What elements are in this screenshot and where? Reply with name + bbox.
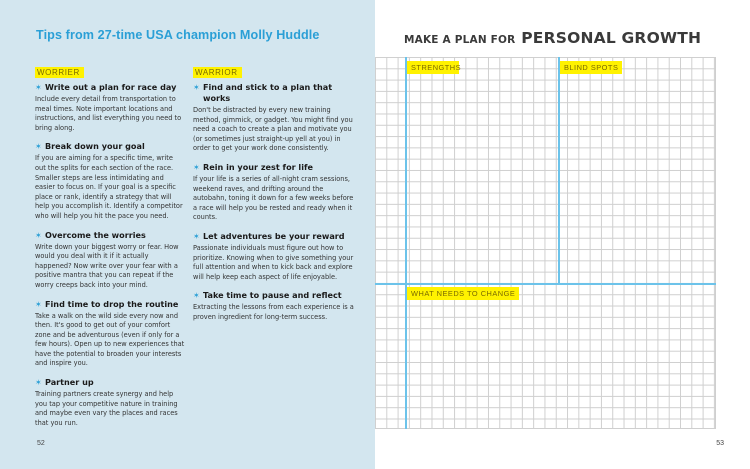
tip-item: [193, 82, 357, 154]
tip-item: [35, 377, 185, 428]
tip-item: [193, 290, 357, 322]
tip-title: Let adventures be your reward: [203, 230, 345, 241]
strengths-label: STRENGTHS: [407, 61, 459, 74]
worrier-column: [35, 60, 185, 436]
star-icon: ✶: [193, 83, 200, 92]
page-number-right: 53: [716, 440, 724, 447]
title-main: PERSONAL GROWTH: [521, 29, 702, 47]
tip-title: Partner up: [45, 377, 94, 388]
tip-body: Take a walk on the wild side every now and then. It's good to get out of your comfort zone and be adventurous (even if only for a few hours). Open up to new experiences that have the potential to broaden your interests and inspire you.: [35, 311, 185, 368]
tip-body: Training partners create synergy and help you tap your competitive nature in training and maybe even vary the places and races that you run.: [35, 390, 178, 427]
tip-title: Overcome the worries: [45, 229, 146, 240]
graph-paper-grid[interactable]: [375, 57, 716, 429]
tip-item: [193, 231, 357, 282]
tip-title: Break down your goal: [45, 141, 145, 152]
warrior-heading: WARRIOR: [193, 67, 242, 78]
star-icon: ✶: [35, 230, 42, 240]
tips-title: Tips from 27-time USA champion Molly Huddle: [36, 28, 320, 42]
blind-spots-label: BLIND SPOTS: [560, 61, 622, 74]
worrier-heading: WORRIER: [35, 67, 84, 78]
tip-item: [35, 299, 185, 370]
tip-body: If you are aiming for a specific time, write out the splits for each section of the race. Smaller steps are less intimidating and easier to focus on. If your goal is a specific place or rank, identify a strategy that will help you accomplish it. Identify a competitor who will help you hit the pace you need.: [35, 154, 183, 220]
star-icon: ✶: [35, 299, 42, 309]
tip-body: Write down your biggest worry or fear. How would you deal with it if it actually happened? Now write over your fear with a positive mantra that you can repeat if the worry creeps back into your mind.: [35, 242, 179, 289]
star-icon: ✶: [193, 162, 200, 172]
warrior-column: [193, 60, 357, 331]
star-icon: ✶: [193, 291, 200, 301]
tip-item: [35, 82, 185, 133]
tip-item: [193, 162, 357, 223]
what-needs-to-change-label: WHAT NEEDS TO CHANGE: [407, 287, 519, 300]
tip-item: [35, 141, 185, 221]
star-icon: ✶: [35, 83, 42, 92]
star-icon: ✶: [35, 142, 42, 152]
title-prefix: MAKE A PLAN FOR: [404, 34, 516, 46]
page-number-left: 52: [37, 440, 45, 447]
star-icon: ✶: [193, 231, 200, 241]
tip-body: Passionate individuals must figure out how to prioritize. Knowing when to give something your full attention and when to kick back and explore will help keep each aspect of life enjoyable.: [193, 243, 354, 281]
tip-title: Rein in your zest for life: [203, 161, 313, 172]
right-page: [375, 0, 750, 469]
tip-body: Include every detail from transportation to meal times. Note important locations and instructions, and list everything you need to bring along.: [35, 95, 182, 132]
tip-body: If your life is a series of all-night cram sessions, weekend raves, and drifting around the autobahn, toning it down for a few weeks before a race will help you be rested and ready when it counts.: [193, 174, 354, 222]
tip-title: Take time to pause and reflect: [203, 290, 342, 301]
tip-body: Don't be distracted by every new training method, gimmick, or gadget. You might find you need a coach to create a plan and motivate you (or sometimes just straight-up yell at you) in order to get your work done consistently.: [193, 106, 353, 153]
section-divider-horizontal: [375, 283, 716, 285]
margin-line: [405, 57, 407, 429]
section-divider-vertical: [558, 57, 560, 283]
tip-item: [35, 230, 185, 291]
tip-title: Write out a plan for race day: [45, 82, 177, 92]
worksheet-title: [404, 28, 701, 47]
tip-title: Find time to drop the routine: [45, 298, 179, 309]
tip-body: Extracting the lessons from each experience is a proven ingredient for long-term success.: [193, 303, 354, 321]
star-icon: ✶: [35, 378, 42, 388]
tip-title: Find and stick to a plan that works: [203, 82, 333, 103]
